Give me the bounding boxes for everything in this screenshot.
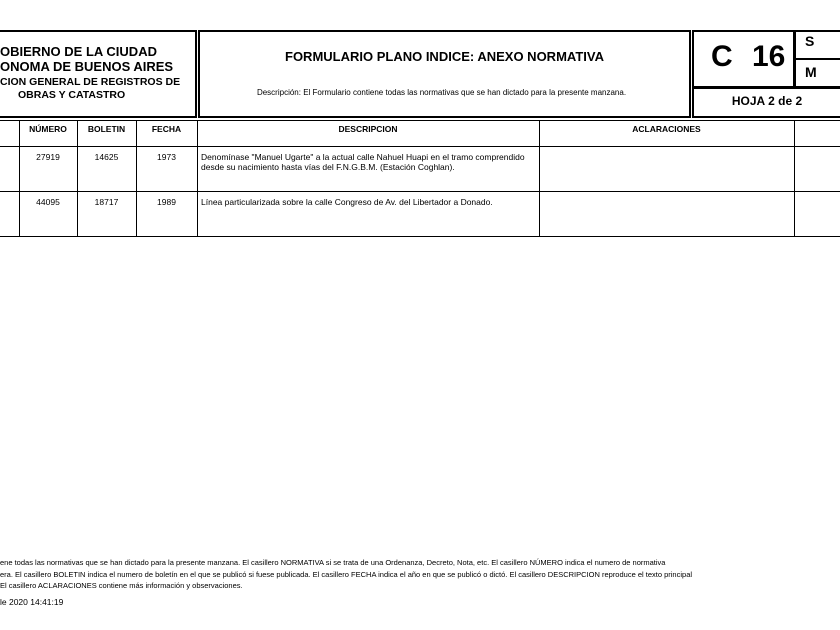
sm-top-label: S (805, 33, 815, 49)
footer-timestamp: le 2020 14:41:19 (0, 597, 64, 607)
form-description: Descripción: El Formulario contiene todas las normativas que se han dictado para la presente manzana. (256, 88, 627, 97)
col-divider (539, 120, 540, 236)
cell-numero: 27919 (36, 152, 60, 162)
cell-numero: 44095 (36, 197, 60, 207)
footer-note-line-1: ene todas las normativas que se han dictado para la presente manzana. El casillero NORMATIVA si se trata de una Ordenanza, Decreto, Nota, etc. El casillero NÚMERO indica el numero de normativa (0, 558, 666, 567)
org-line-4: OBRAS Y CATASTRO (18, 89, 126, 101)
cell-descripcion-line-2: desde su nacimiento hasta vías del F.N.G.B.M. (Estación Coghlan). (201, 162, 455, 172)
table-header-rule (0, 146, 840, 147)
code-number: 16 (752, 40, 786, 73)
org-line-2: ONOMA DE BUENOS AIRES (0, 59, 174, 74)
column-header-aclaraciones: ACLARACIONES (632, 124, 701, 134)
form-title: FORMULARIO PLANO INDICE: ANEXO NORMATIVA (285, 49, 604, 64)
sm-divider (794, 58, 840, 60)
org-line-3: CION GENERAL DE REGISTROS DE (0, 76, 181, 88)
cell-boletin: 18717 (94, 197, 119, 207)
footer-note-line-2: era. El casillero BOLETIN indica el numero de boletín en el que se publicó si fuese publicada. El casillero FECHA indica el año en que se publicó o dictó. El casillero DESCRIPCION reproduce el texto principal (0, 570, 693, 579)
code-letter: C (711, 40, 733, 73)
sm-bottom-label: M (805, 64, 817, 80)
col-divider (77, 120, 78, 236)
row-divider (0, 191, 840, 192)
column-header-descripcion: DESCRIPCION (338, 124, 398, 134)
footer-note-line-3: El casillero ACLARACIONES contiene más información y observaciones. (0, 581, 243, 590)
column-header-boletin: BOLETIN (87, 124, 126, 134)
cell-boletin: 14625 (94, 152, 119, 162)
col-divider (19, 120, 20, 236)
cell-fecha: 1973 (157, 152, 176, 162)
column-header-numero: NÚMERO (29, 124, 67, 134)
table-top-rule (0, 120, 840, 121)
cell-fecha: 1989 (157, 197, 176, 207)
table-bottom-rule (0, 236, 840, 237)
org-line-1: OBIERNO DE LA CIUDAD (0, 44, 157, 59)
col-divider (197, 120, 198, 236)
cell-descripcion-line-1: Línea particularizada sobre la calle Congreso de Av. del Libertador a Donado. (201, 197, 493, 207)
column-header-fecha: FECHA (151, 124, 182, 134)
sheet-label: HOJA 2 de 2 (731, 94, 803, 108)
cell-descripcion-line-1: Denomínase "Manuel Ugarte" a la actual calle Nahuel Huapi en el tramo comprendido (201, 152, 525, 162)
title-box (198, 30, 691, 118)
col-divider (136, 120, 137, 236)
col-divider (794, 120, 795, 236)
